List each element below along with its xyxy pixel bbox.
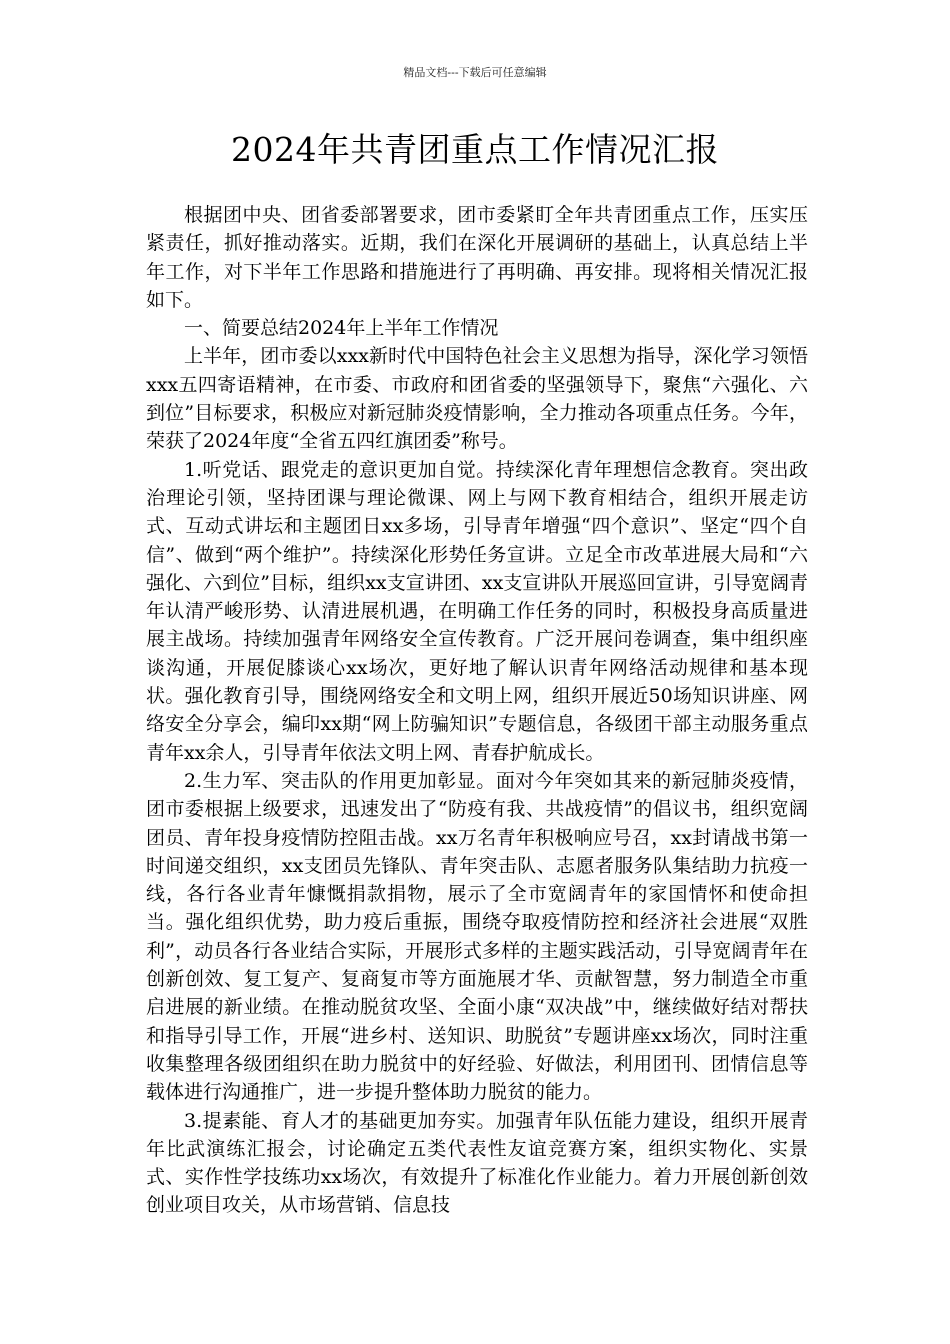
- paragraph-intro: 根据团中央、团省委部署要求，团市委紧盯全年共青团重点工作，压实压紧责任，抓好推动落实。近期，我们在深化开展调研的基础上，认真总结上半年工作，对下半年工作思路和措施进行了再明确、再安排。现将相关情况汇报如下。: [146, 204, 808, 311]
- paragraph-summary: 上半年，团市委以xxx新时代中国特色社会主义思想为指导，深化学习领悟xxx五四寄语精神，在市委、市政府和团省委的坚强领导下，聚焦“六强化、六到位”目标要求，积极应对新冠肺炎疫情影响，全力推动各项重点任务。今年，荣获了2024年度“全省五四红旗团委”称号。: [146, 345, 808, 453]
- page-title: 2024年共青团重点工作情况汇报: [231, 130, 719, 169]
- section-heading: 一、简要总结2024年上半年工作情况: [184, 317, 499, 340]
- paragraph-item-1: 1.听党话、跟党走的意识更加自觉。持续深化青年理想信念教育。突出政治理论引领，坚持团课与理论微课、网上与网下教育相结合，组织开展走访式、互动式讲坛和主题团日xx多场，引导青年增强“四个意识”、坚定“四个自信”、做到“两个维护”。持续深化形势任务宣讲。立足全市改革进展大局和“六强化、六到位”目标，组织xx支宣讲团、xx支宣讲队开展巡回宣讲，引导宽阔青年认清严峻形势、认清进展机遇，在明确工作任务的同时，积极投身高质量进展主战场。持续加强青年网络安全宣传教育。广泛开展问卷调查，集中组织座谈沟通，开展促膝谈心xx场次，更好地了解认识青年网络活动规律和基本现状。强化教育引导，围绕网络安全和文明上网，组织开展近50场知识讲座、网络安全分享会，编印xx期“网上防骗知识”专题信息，各级团干部主动服务重点青年xx余人，引导青年依法文明上网、青春护航成长。: [146, 458, 808, 764]
- paragraph-item-2: 2.生力军、突击队的作用更加彰显。面对今年突如其来的新冠肺炎疫情，团市委根据上级要求，迅速发出了“防疫有我、共战疫情”的倡议书，组织宽阔团员、青年投身疫情防控阻击战。xx万名青年积极响应号召，xx封请战书第一时间递交组织，xx支团员先锋队、青年突击队、志愿者服务队集结助力抗疫一线，各行各业青年慷慨捐款捐物，展示了全市宽阔青年的家国情怀和使命担当。强化组织优势，助力疫后重振，围绕夺取疫情防控和经济社会进展“双胜利”，动员各行各业结合实际，开展形式多样的主题实践活动，引导宽阔青年在创新创效、复工复产、复商复市等方面施展才华、贡献智慧，努力制造全市重启进展的新业绩。在推动脱贫攻坚、全面小康“双决战”中，继续做好结对帮扶和指导引导工作，开展“进乡村、送知识、助脱贫”专题讲座xx场次，同时注重收集整理各级团组织在助力脱贫中的好经验、好做法，利用团刊、团情信息等载体进行沟通推广，进一步提升整体助力脱贫的能力。: [146, 769, 808, 1104]
- document-body: [146, 201, 808, 1220]
- header-note: 精品文档---下载后可任意编辑: [403, 66, 547, 79]
- paragraph-item-3: 3.提素能、育人才的基础更加夯实。加强青年队伍能力建设，组织开展青年比武演练汇报会，讨论确定五类代表性友谊竞赛方案，组织实物化、实景式、实作性学技练功xx场次，有效提升了标准化作业能力。着力开展创新创效创业项目攻关，从市场营销、信息技: [146, 1109, 808, 1217]
